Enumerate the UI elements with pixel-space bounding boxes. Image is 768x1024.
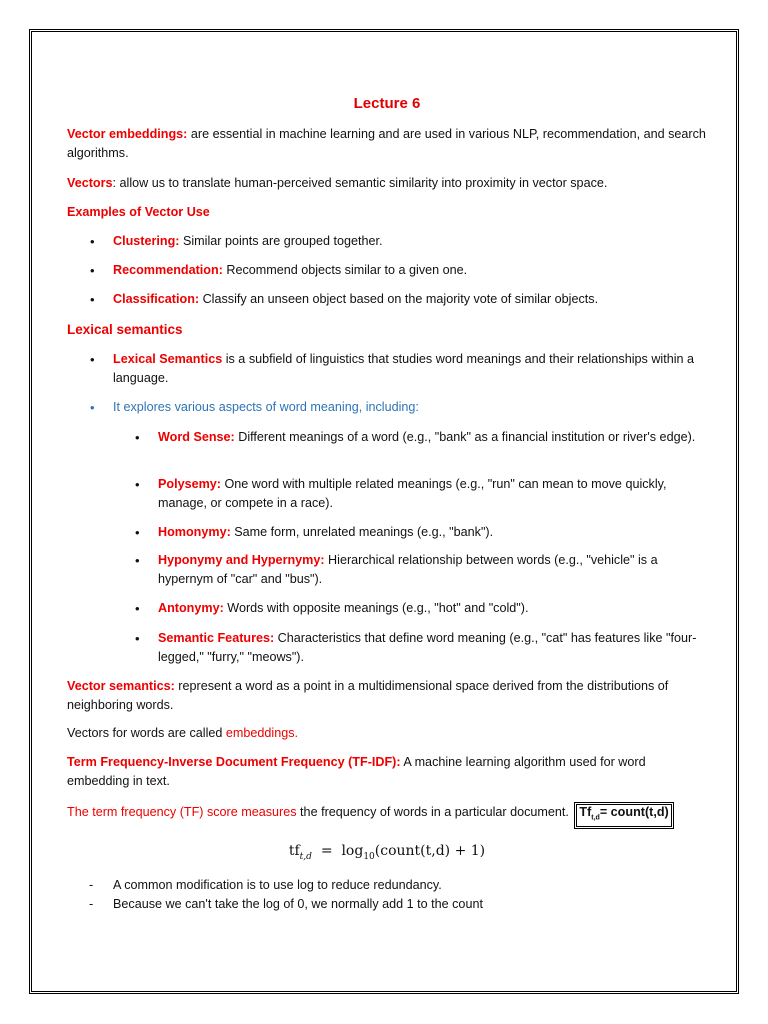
tf-formula-box xyxy=(576,804,671,827)
sub-list-item xyxy=(158,475,703,513)
lexical-heading: Lexical semantics xyxy=(67,322,183,337)
sub-list-item xyxy=(158,629,703,667)
item-text: Same form, unrelated meanings (e.g., "bank"). xyxy=(230,525,494,539)
item-label: Recommendation: xyxy=(113,263,223,277)
vectors-paragraph xyxy=(67,174,707,193)
vector-embeddings-label: Vector embeddings: xyxy=(67,127,188,141)
item-text: is a subfield of linguistics that studies word meanings and their relationships within a language. xyxy=(113,352,695,385)
tf-log-formula xyxy=(67,842,707,867)
sub-list-item xyxy=(158,428,703,447)
list-item xyxy=(113,398,703,417)
tf-text: the frequency of words in a particular document. xyxy=(296,805,569,819)
tfidf-paragraph xyxy=(67,753,707,791)
list-item: - A common modification is to use log to reduce redundancy. xyxy=(113,876,703,895)
item-label: Lexical Semantics xyxy=(113,352,223,366)
vector-embeddings-text: are essential in machine learning and are used in various NLP, recommendation, and search algorithms. xyxy=(67,127,706,160)
list-item xyxy=(113,261,703,280)
vector-semantics-text: represent a word as a point in a multidimensional space derived from the distributions of neighboring words. xyxy=(67,679,669,712)
tf-paragraph xyxy=(67,803,707,827)
item-text: Similar points are grouped together. xyxy=(179,234,383,248)
embeddings-paragraph xyxy=(67,724,707,743)
examples-heading: Examples of Vector Use xyxy=(67,205,210,219)
item-label: Semantic Features: xyxy=(158,631,275,645)
sub-list-item xyxy=(158,551,703,589)
item-label: Word Sense: xyxy=(158,430,235,444)
sub-list-item xyxy=(158,523,703,542)
vector-semantics-label: Vector semantics: xyxy=(67,679,175,693)
vector-embeddings-paragraph xyxy=(67,125,707,163)
vector-semantics-paragraph xyxy=(67,677,707,715)
item-label: Polysemy: xyxy=(158,477,221,491)
item-label: Clustering: xyxy=(113,234,180,248)
tfidf-label: Term Frequency-Inverse Document Frequency (TF-IDF): xyxy=(67,755,401,769)
item-label: Homonymy: xyxy=(158,525,231,539)
item-label: Hyponymy and Hypernymy: xyxy=(158,553,325,567)
formula-log: log xyxy=(341,843,364,859)
tf-box-sub: t,d xyxy=(591,814,600,822)
vectors-text: : allow us to translate human-perceived semantic similarity into proximity in vector space. xyxy=(112,176,608,190)
tf-box-rest: = count(t,d) xyxy=(599,805,669,819)
item-text: Characteristics that define word meaning (e.g., "cat" has features like "four-legged," "furry," "meows"). xyxy=(158,631,697,664)
list-item: - Because we can't take the log of 0, we normally add 1 to the count xyxy=(113,895,703,914)
item-text: Classify an unseen object based on the majority vote of similar objects. xyxy=(199,292,599,306)
vectors-label: Vectors xyxy=(67,176,113,190)
list-item xyxy=(113,290,703,309)
item-text: Words with opposite meanings (e.g., "hot" and "cold"). xyxy=(223,601,529,615)
page-title: Lecture 6 xyxy=(353,95,421,112)
tf-box-main: Tf xyxy=(579,805,592,819)
tf-red-text: The term frequency (TF) score measures xyxy=(67,805,297,819)
formula-eq: = xyxy=(320,843,333,859)
formula-lhs-sub: t,d xyxy=(299,851,312,862)
list-item xyxy=(113,350,703,388)
item-text: One word with multiple related meanings (e.g., "run" can mean to move quickly, manage, or compete in a race). xyxy=(158,477,667,510)
tfidf-text: A machine learning algorithm used for word embedding in text. xyxy=(67,755,646,788)
list-item xyxy=(113,232,703,251)
item-label: Antonymy: xyxy=(158,601,224,615)
formula-log-sub: 10 xyxy=(363,851,375,862)
sub-list-item xyxy=(158,599,703,618)
embeddings-highlight: embeddings. xyxy=(225,726,299,740)
formula-lhs: tf xyxy=(288,843,300,859)
item-text: It explores various aspects of word meaning, including: xyxy=(113,400,419,414)
item-label: Classification: xyxy=(113,292,200,306)
formula-rhs: (count(t,d) + 1) xyxy=(374,843,486,859)
item-text: Recommend objects similar to a given one. xyxy=(222,263,468,277)
item-text: Hierarchical relationship between words (e.g., "vehicle" is a hypernym of "car" and "bus"). xyxy=(158,553,658,586)
embeddings-text: Vectors for words are called xyxy=(67,726,226,740)
item-text: Different meanings of a word (e.g., "bank" as a financial institution or river's edge). xyxy=(234,430,696,444)
